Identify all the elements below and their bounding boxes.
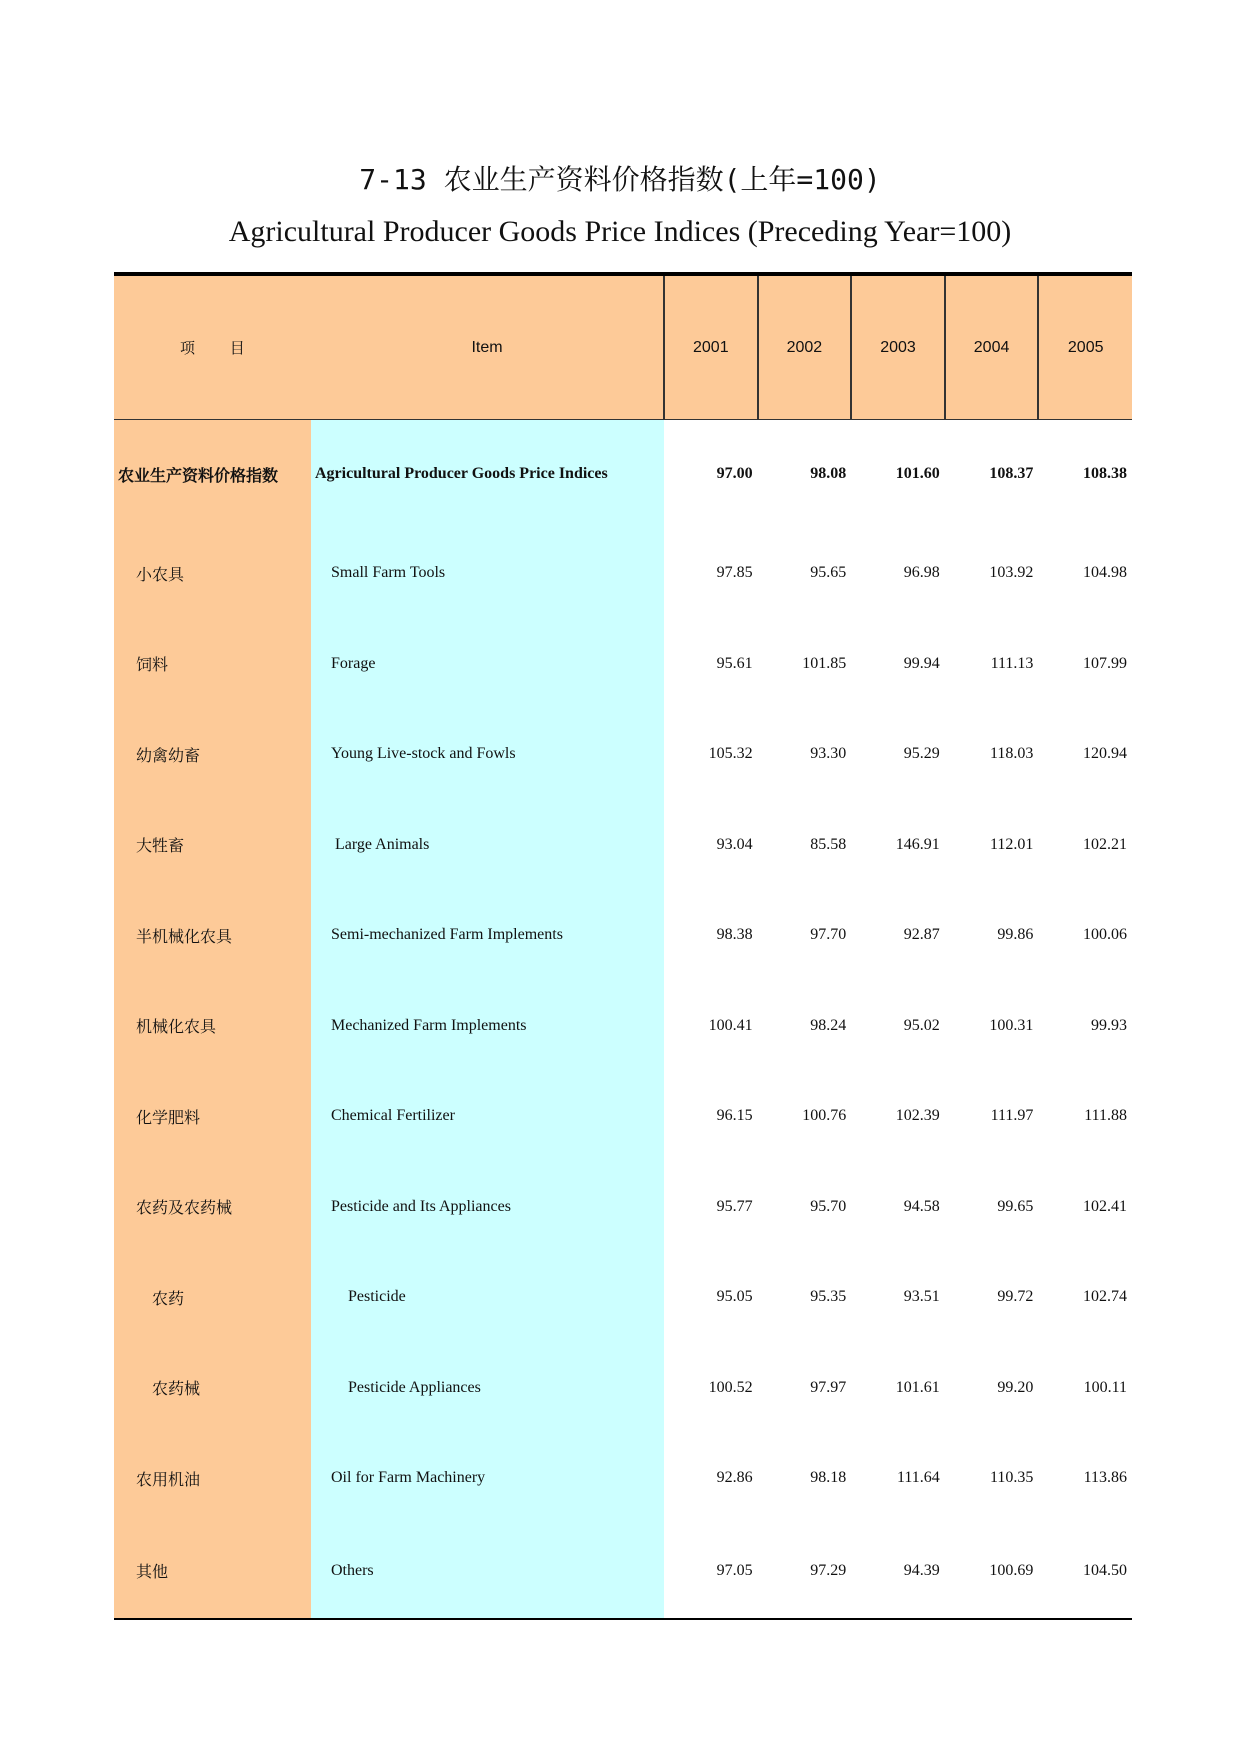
row-label-english: Pesticide and Its Appliances [311, 1162, 664, 1253]
row-label-chinese: 小农具 [114, 528, 311, 619]
row-label-english: Agricultural Producer Goods Price Indices [311, 420, 664, 529]
cell-2004: 100.31 [989, 1016, 1034, 1034]
row-label-english: Large Animals [311, 800, 664, 891]
row-label-english: Forage [311, 619, 664, 710]
table-row-pesticide-and-appliances [114, 1162, 1132, 1253]
cell-2004: 108.37 [989, 465, 1034, 482]
cell-2002: 98.08 [810, 465, 847, 482]
header-year-2004: 2004 [945, 274, 1039, 420]
cell-2002: 85.58 [810, 835, 847, 853]
row-label-english: Young Live-stock and Fowls [311, 709, 664, 800]
table-row-pesticide [114, 1252, 1132, 1343]
cell-2002: 101.85 [802, 654, 847, 672]
price-index-table [114, 272, 1132, 1620]
row-label-english: Semi-mechanized Farm Implements [311, 890, 664, 981]
cell-2003: 101.60 [895, 465, 940, 482]
row-label-chinese: 化学肥料 [114, 1071, 311, 1162]
cell-2005: 107.99 [1083, 654, 1127, 672]
row-label-english: Pesticide [311, 1252, 664, 1343]
cell-2003: 111.64 [896, 1469, 940, 1487]
row-label-chinese: 农药及农药械 [114, 1162, 311, 1253]
cell-2003: 94.58 [903, 1197, 940, 1215]
row-label-chinese: 农药械 [114, 1343, 311, 1434]
row-label-english: Others [311, 1524, 664, 1619]
cell-2002: 95.35 [810, 1288, 847, 1306]
table-row-forage [114, 619, 1132, 710]
row-label-english: Pesticide Appliances [311, 1343, 664, 1434]
header-year-2003: 2003 [851, 274, 945, 420]
cell-2005: 113.86 [1083, 1469, 1127, 1487]
table-body [114, 420, 1132, 1619]
cell-2004: 103.92 [989, 564, 1034, 582]
cell-2002: 98.24 [810, 1016, 847, 1034]
cell-2002: 95.65 [810, 564, 847, 582]
cell-2001: 92.86 [716, 1469, 753, 1487]
cell-2003: 95.29 [903, 745, 940, 763]
cell-2001: 105.32 [708, 745, 753, 763]
cell-2001: 100.41 [708, 1016, 753, 1034]
cell-2002: 100.76 [802, 1107, 847, 1125]
cell-2004: 111.13 [990, 654, 1034, 672]
cell-2004: 118.03 [989, 745, 1034, 763]
cell-2004: 100.69 [945, 1524, 1039, 1619]
cell-2001: 95.05 [716, 1288, 753, 1306]
cell-2003: 101.61 [895, 1378, 940, 1396]
cell-2002: 98.18 [810, 1469, 847, 1487]
cell-2004: 99.72 [997, 1288, 1034, 1306]
table-row-young-livestock [114, 709, 1132, 800]
header-item-chinese: 项 目 [114, 274, 311, 420]
cell-2001: 96.15 [716, 1107, 753, 1125]
table-row-total-index [114, 420, 1132, 529]
row-label-chinese: 农用机油 [114, 1433, 311, 1524]
cell-2005: 100.06 [1083, 926, 1127, 944]
cell-2005: 102.74 [1083, 1288, 1127, 1306]
cell-2002: 97.70 [810, 926, 847, 944]
cell-2004: 99.86 [997, 926, 1034, 944]
cell-2002: 97.97 [810, 1378, 847, 1396]
cell-2001: 93.04 [716, 835, 753, 853]
row-label-chinese: 大牲畜 [114, 800, 311, 891]
cell-2001: 95.61 [716, 654, 753, 672]
header-year-2005: 2005 [1038, 274, 1132, 420]
row-label-chinese: 农业生产资料价格指数 [114, 420, 311, 529]
table-row-farm-machinery-oil [114, 1433, 1132, 1524]
table-row-semi-mechanized [114, 890, 1132, 981]
cell-2005: 120.94 [1083, 745, 1127, 763]
header-row [114, 274, 1132, 420]
cell-2004: 112.01 [989, 835, 1034, 853]
cell-2005: 111.88 [1084, 1107, 1127, 1125]
row-label-english: Oil for Farm Machinery [311, 1433, 664, 1524]
row-label-chinese: 其他 [114, 1524, 311, 1619]
cell-2003: 99.94 [903, 654, 940, 672]
row-label-chinese: 幼禽幼畜 [114, 709, 311, 800]
cell-2001: 100.52 [708, 1378, 753, 1396]
cell-2004: 99.65 [997, 1197, 1034, 1215]
table-row-chemical-fertilizer [114, 1071, 1132, 1162]
cell-2004: 110.35 [989, 1469, 1034, 1487]
header-year-2001: 2001 [664, 274, 758, 420]
row-label-chinese: 农药 [114, 1252, 311, 1343]
cell-2001: 97.00 [716, 465, 753, 482]
cell-2003: 95.02 [903, 1016, 940, 1034]
cell-2001: 97.05 [664, 1524, 758, 1619]
cell-2001: 97.85 [716, 564, 753, 582]
row-label-chinese: 半机械化农具 [114, 890, 311, 981]
cell-2005: 108.38 [1083, 465, 1127, 482]
cell-2003: 146.91 [895, 835, 940, 853]
cell-2005: 102.41 [1083, 1197, 1127, 1215]
header-year-2002: 2002 [758, 274, 852, 420]
row-label-english: Chemical Fertilizer [311, 1071, 664, 1162]
cell-2002: 95.70 [810, 1197, 847, 1215]
row-label-chinese: 机械化农具 [114, 981, 311, 1072]
cell-2004: 111.97 [990, 1107, 1034, 1125]
cell-2005: 104.50 [1038, 1524, 1132, 1619]
header-item-english: Item [311, 274, 664, 420]
table-row-mechanized [114, 981, 1132, 1072]
cell-2005: 99.93 [1091, 1016, 1127, 1034]
cell-2002: 93.30 [810, 745, 847, 763]
table-row-pesticide-appliances [114, 1343, 1132, 1434]
cell-2003: 92.87 [903, 926, 940, 944]
table-row-large-animals [114, 800, 1132, 891]
cell-2003: 102.39 [895, 1107, 940, 1125]
cell-2001: 95.77 [716, 1197, 753, 1215]
table-row-small-farm-tools [114, 528, 1132, 619]
page-title-english: Agricultural Producer Goods Price Indices (Preceding Year=100) [228, 215, 1012, 248]
table-row-others [114, 1524, 1132, 1619]
row-label-chinese: 饲料 [114, 619, 311, 710]
cell-2005: 100.11 [1083, 1378, 1127, 1396]
row-label-english: Mechanized Farm Implements [311, 981, 664, 1072]
row-label-english: Small Farm Tools [311, 528, 664, 619]
cell-2003: 96.98 [903, 564, 940, 582]
price-index-table-container [114, 272, 1132, 1620]
cell-2001: 98.38 [716, 926, 753, 944]
cell-2005: 104.98 [1083, 564, 1127, 582]
cell-2004: 99.20 [997, 1378, 1034, 1396]
cell-2005: 102.21 [1083, 835, 1127, 853]
table-header [114, 274, 1132, 420]
cell-2003: 93.51 [903, 1288, 940, 1306]
cell-2003: 94.39 [851, 1524, 945, 1619]
cell-2002: 97.29 [758, 1524, 852, 1619]
page-title-chinese: 7-13 农业生产资料价格指数(上年=100) [359, 163, 881, 196]
